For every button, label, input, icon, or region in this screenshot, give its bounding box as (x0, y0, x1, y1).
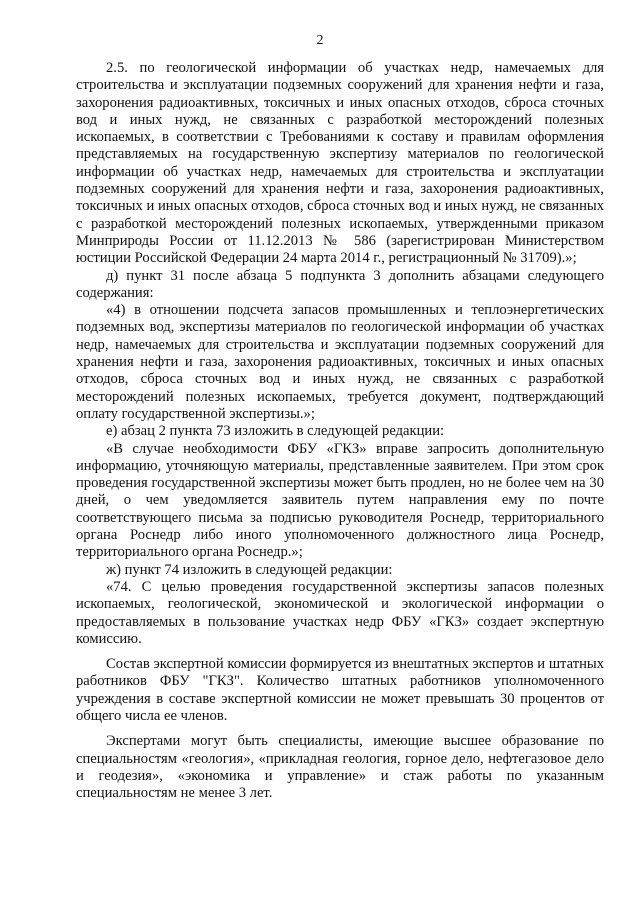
paragraph-experts-qualification: Экспертами могут быть специалисты, имеющие высшее образование по специальностям «геология», «прикладная геология, горное дело, нефтегазовое дело и геодезия», «экономика и управление» и стаж работы по указанным специальностям не менее 3 лет. (76, 733, 604, 802)
paragraph-gkz-request-quote: «В случае необходимости ФБУ «ГКЗ» вправе запросить дополнительную информацию, уточняющую материалы, представленные заявителем. При этом срок проведения государственной экспертизы может быть продлен, но не более чем на 30 дней, о чем уведомляется заявитель путем направления ему по почте соответствующего письма за подписью руководителя Роснедр, территориального органа Роснедр либо иного уполномоченного должностного лица Роснедр, территориального органа Роснедр.»; (76, 440, 604, 561)
paragraph-4-quote: «4) в отношении подсчета запасов промышленных и теплоэнергетических подземных вод, экспертизы материалов по геологической информации об участках недр, намечаемых для строительства и эксплуатации подземных сооружений для хранения нефти и газа, захоронения радиоактивных, токсичных и иных опасных отходов, сброса сточных вод и иных нужд, не связанных с разработкой месторождений полезных ископаемых, требуется документ, подтверждающий оплату государственной экспертизы.»; (76, 302, 604, 422)
paragraph-2-5: 2.5. по геологической информации об участках недр, намечаемых для строительства и эксплуатации подземных сооружений для хранения нефти и газа, захоронения радиоактивных, токсичных и иных опасных отходов, сброса сточных вод и иных нужд, не связанных с разработкой месторождений полезных ископаемых, в соответствии с Требованиями к составу и правилам оформления представляемых на государственную экспертизу материалов по геологической информации об участках недр, намечаемых для строительства и эксплуатации подземных сооружений для хранения нефти и газа, захоронения радиоактивных, токсичных и иных опасных отходов, сброса сточных вод и иных нужд, не связанных с разработкой месторождений полезных ископаемых, утвержденными приказом Минприроды России от 11.12.2013 № 586 (зарегистрирован Министерством юстиции Российской Федерации 24 марта 2014 г., регистрационный № 31709).»; (76, 60, 604, 267)
paragraph-zh: ж) пункт 74 изложить в следующей редакции: (106, 561, 393, 578)
document-body (76, 60, 604, 802)
page-number: 2 (316, 33, 324, 48)
paragraph-d: д) пункт 31 после абзаца 5 подпункта 3 дополнить абзацами следующего содержания: (76, 267, 604, 301)
paragraph-commission-composition: Состав экспертной комиссии формируется из внештатных экспертов и штатных работников ФБУ "ГКЗ". Количество штатных работников уполномоченного учреждения в составе экспертной комиссии не может превышать 30 процентов от общего числа ее членов. (76, 656, 604, 724)
paragraph-e: е) абзац 2 пункта 73 изложить в следующей редакции: (106, 423, 445, 440)
paragraph-74-quote: «74. С целью проведения государственной экспертизы запасов полезных ископаемых, геологической, экономической и экологической информации о предоставляемых в пользование участках недр ФБУ «ГКЗ» создает экспертную комиссию. (76, 578, 604, 647)
